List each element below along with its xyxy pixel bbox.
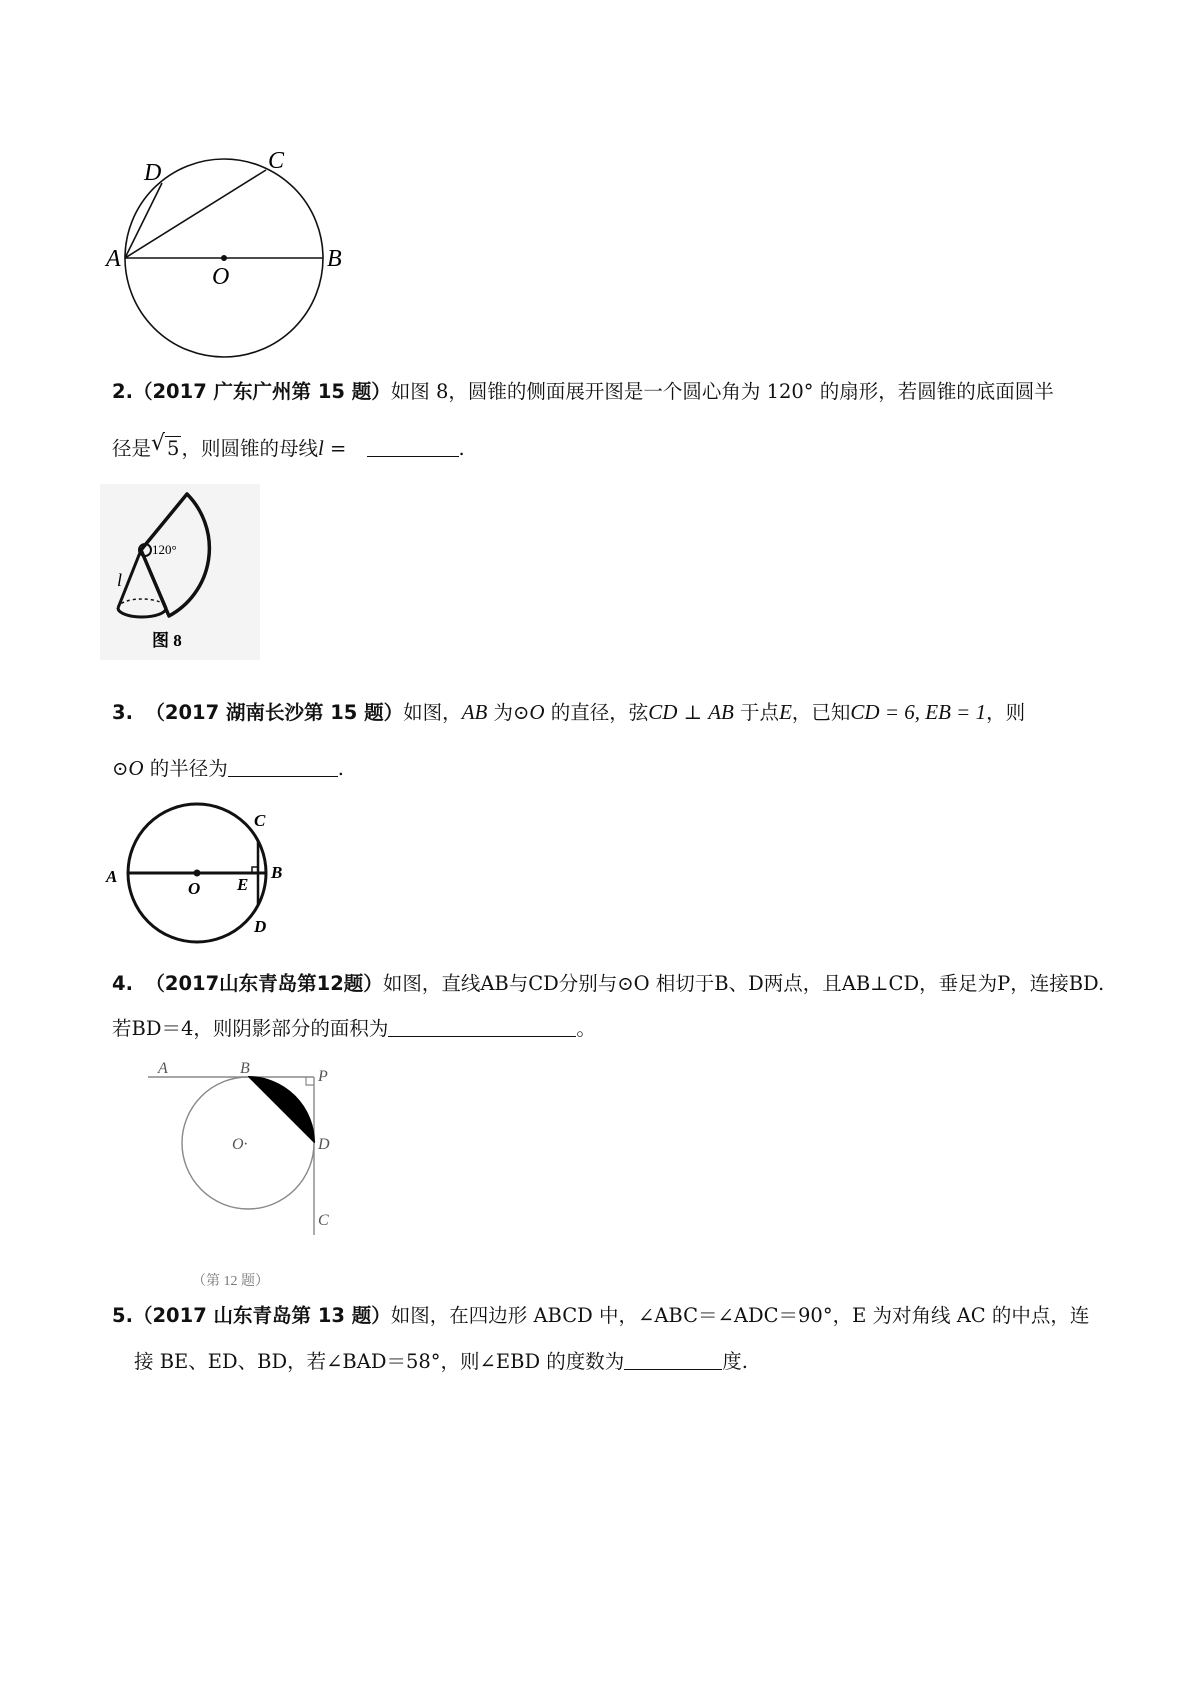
q2-line2 [112, 431, 465, 460]
figure-8-caption: 图 8 [152, 631, 182, 650]
q3-text1b: 为⊙ [487, 701, 530, 724]
label-a: A [106, 246, 121, 272]
q3-text1d: 于点 [733, 701, 780, 724]
q3-line1 [112, 702, 1025, 723]
q3-ab: AB [461, 700, 488, 724]
q4-answer-blank[interactable] [388, 1018, 576, 1037]
figure-circle-chord [100, 800, 300, 950]
q3-number: 3. [112, 701, 133, 724]
q3-condition: CD = 6, EB = 1 [850, 700, 987, 724]
q3-line2 [112, 758, 344, 779]
label-o: O [188, 879, 201, 898]
q5-line2 [134, 1351, 748, 1372]
label-c: C [268, 148, 285, 174]
q3-ab2: AB [708, 700, 734, 724]
label-a: A [106, 867, 118, 886]
q2-text2b: ，则圆锥的母线 [181, 437, 318, 460]
q5-text1: 如图，在四边形 ABCD 中，∠ABC＝∠ADC＝90°，E 为对角线 AC 的中点，连 [390, 1304, 1090, 1327]
q3-e: E [779, 700, 792, 724]
sqrt-expression: √ 5 [151, 431, 180, 460]
label-a: A [158, 1060, 168, 1077]
q4-text1: 如图，直线AB与CD分别与⊙O 相切于B、D两点，且AB⊥CD，垂足为P，连接BD. [382, 972, 1105, 995]
q3-text1e: ，已知 [791, 701, 851, 724]
q3-period: . [337, 757, 344, 780]
figure-circle-abcd [100, 140, 370, 380]
label-d: D [254, 917, 267, 936]
q3-answer-blank[interactable] [228, 758, 338, 777]
label-p: P [318, 1068, 328, 1085]
cone-angle-label: 120° [152, 542, 177, 557]
q4-line1 [112, 974, 1104, 994]
q2-period: . [458, 437, 465, 460]
var-l: l [317, 436, 324, 460]
figure-cone-sector [100, 484, 260, 660]
label-b: B [271, 863, 283, 882]
q2-text2a: 径是 [112, 437, 152, 460]
label-c: C [318, 1212, 329, 1229]
sqrt-value: 5 [167, 437, 180, 460]
q2-text1: 如图 8，圆锥的侧面展开图是一个圆心角为 120° 的扇形，若圆锥的底面圆半 [390, 380, 1054, 403]
label-b: B [240, 1060, 250, 1077]
q3-text1c: 的直径，弦 [544, 701, 649, 724]
q3-o: O [529, 700, 545, 724]
label-o: O· [232, 1136, 248, 1153]
q3-text1f: ，则 [986, 701, 1026, 724]
figure-tangent-circle [140, 1055, 360, 1290]
q3-text1a: 如图， [403, 701, 462, 724]
q2-answer-blank[interactable] [367, 438, 459, 457]
q3-text2b: 的半径为 [143, 757, 228, 780]
q2-equals: = [323, 437, 353, 460]
q5-answer-blank[interactable] [624, 1351, 722, 1370]
q4-source: （2017山东青岛第12题） [145, 972, 383, 995]
q2-number: 2. [112, 380, 133, 403]
q3-perp: ⊥ [677, 701, 709, 724]
q3-o2: O [128, 756, 144, 780]
q4-text2b: 。 [576, 1017, 596, 1040]
q3-source: （2017 湖南长沙第 15 题） [145, 701, 404, 724]
q5-text2a: 接 BE、ED、BD，若∠BAD＝58°，则∠EBD 的度数为 [134, 1350, 625, 1373]
q5-text2b: 度. [722, 1350, 748, 1373]
label-c: C [254, 811, 266, 830]
label-b: B [327, 246, 342, 272]
q3-text2a: ⊙ [112, 757, 129, 780]
q2-source: （2017 广东广州第 15 题） [132, 380, 391, 403]
q5-line1 [112, 1306, 1089, 1326]
q4-number: 4. [112, 972, 133, 995]
figure-12-caption: （第 12 题） [192, 1274, 269, 1289]
label-d: D [318, 1136, 330, 1153]
q4-text2a: 若BD＝4，则阴影部分的面积为 [112, 1017, 389, 1040]
label-o: O [212, 264, 230, 290]
q4-line2 [112, 1018, 596, 1039]
q5-number: 5. [112, 1304, 133, 1327]
label-e: E [237, 875, 249, 894]
q2-line1 [112, 382, 1054, 402]
label-d: D [144, 160, 162, 186]
cone-l-label: l [117, 570, 123, 590]
q5-source: （2017 山东青岛第 13 题） [132, 1304, 391, 1327]
q3-cd: CD [648, 700, 678, 724]
